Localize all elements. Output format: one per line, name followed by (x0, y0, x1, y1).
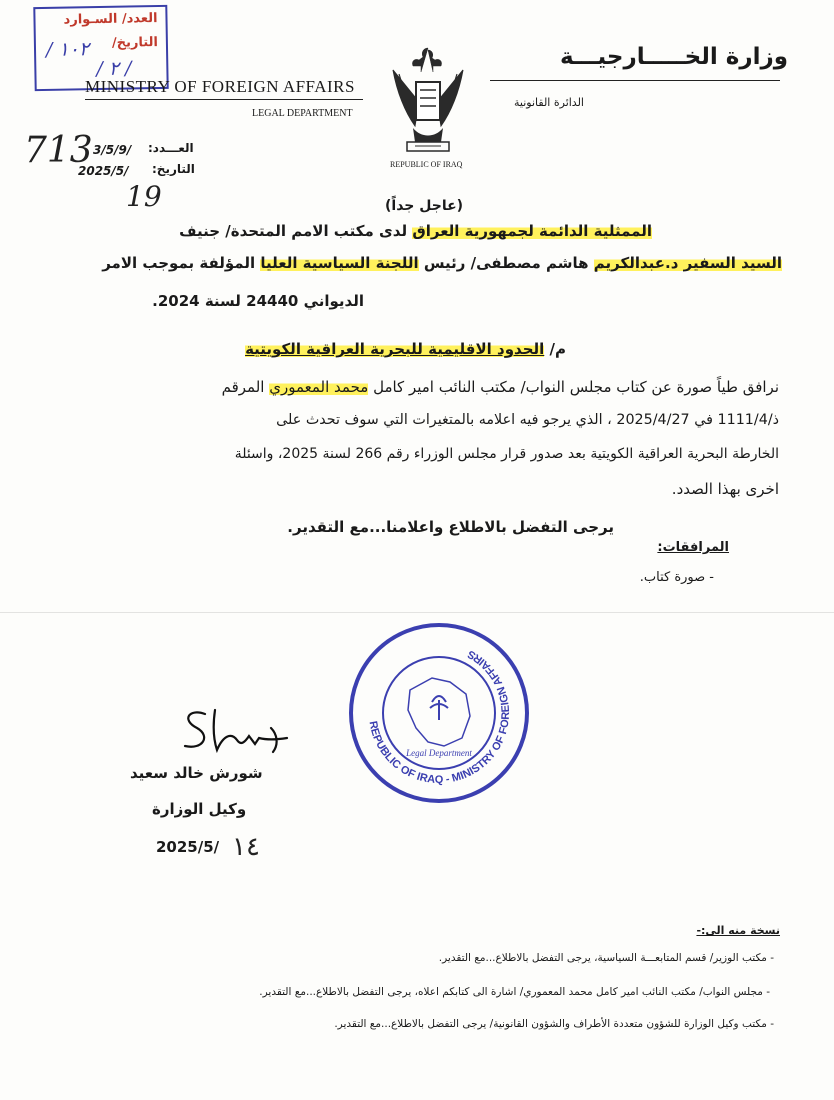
copy-item: - مكتب الوزير/ قسم المتابعـــة السياسية، يرجى التفضل بالاطلاع...مع التقدير. (438, 952, 774, 964)
palm-tree-icon (430, 696, 448, 720)
handwritten-reference-day: 19 (126, 180, 162, 213)
signatory-name: شورش خالد سعيد (130, 764, 263, 782)
body-line-3: الخارطة البحرية العراقية الكويتية بعد صدور قرار مجلس الوزراء رقم 266 لسنة 2025، واسئلة (234, 446, 779, 462)
attention-line (102, 254, 782, 272)
iraq-emblem-icon (385, 42, 471, 158)
body-line-1-highlight: محمد المعموري (269, 378, 369, 396)
header-rule-ar (490, 80, 780, 81)
subject-prefix: م/ (549, 340, 566, 358)
department-name-ar: الدائرة القانونية (514, 96, 584, 109)
subject-text: الحدود الاقليمية للبحرية العراقية الكويتية (245, 340, 545, 358)
addressee-rest: لدى مكتب الامم المتحدة/ جنيف (179, 222, 413, 240)
stamp-date-label: التاريخ/ (111, 35, 159, 51)
signatory-title: وكيل الوزارة (152, 800, 247, 818)
ministry-name-ar: وزارة الخـــــارجيـــة (559, 44, 788, 70)
body-line-2: ذ/1111/4 في 2025/4/27 ، الذي يرجو فيه اعلامه بالمتغيرات التي سوف تحدث على (276, 412, 779, 428)
body-line-4: اخرى بهذا الصدد. (671, 480, 779, 498)
attention-name-highlight: السيد السفير د.عبدالكريم (593, 254, 782, 272)
urgent-label: (عاجل جداً) (385, 198, 464, 214)
stamp-hand-date: / ۲ / (96, 57, 132, 81)
signature-hand-day: ١٤ (232, 832, 260, 862)
attachment-item: - صورة كتاب. (639, 570, 714, 585)
handwritten-signature (175, 700, 295, 760)
reference-number-label: العـــدد: (148, 141, 194, 155)
attention-committee-highlight: اللجنة السياسية العليا (260, 254, 419, 272)
reference-date-value: 2025/5/ (78, 164, 129, 178)
subject-line (245, 340, 566, 358)
attention-rest: هاشم مصطفى/ رئيس (418, 254, 594, 272)
paper-fold (0, 612, 834, 613)
copy-item: - مكتب وكيل الوزارة للشؤون متعددة الأطراف والشؤون القانونية/ يرجى التفضل بالاطلاع...مع التقدير. (334, 1018, 774, 1030)
seal-ring-text: REPUBLIC OF IRAQ - MINISTRY OF FOREIGN AFFAIRS (366, 647, 513, 787)
department-name-en: LEGAL DEPARTMENT (252, 108, 353, 119)
reference-date-label: التاريخ: (152, 162, 195, 176)
seal-inner-text: Legal Department (406, 748, 472, 758)
stamp-number-label: العدد/ السـوارد (63, 11, 158, 28)
addressee-line (179, 222, 652, 240)
addressee-highlight: الممثلية الدائمة لجمهورية العراق (412, 222, 652, 240)
emblem-caption: REPUBLIC OF IRAQ (390, 160, 463, 169)
body-line-1 (222, 378, 779, 396)
signature-date: 2025/5/ (156, 838, 220, 856)
stamp-hand-number: / ۱۰۲ (45, 38, 90, 61)
attachments-title: المرافقات: (657, 540, 729, 555)
closing-line: يرجى التفضل بالاطلاع واعلامنا...مع التقدير. (287, 518, 614, 536)
body-line-1-b: المرقم (221, 378, 270, 396)
copies-title: نسخة منه الى:- (696, 924, 780, 937)
header-rule-en (85, 99, 363, 100)
handwritten-reference-number: 713 (24, 130, 93, 171)
ministry-name-en: MINISTRY OF FOREIGN AFFAIRS (85, 77, 355, 96)
body-line-1-a: نرافق طياً صورة عن كتاب مجلس النواب/ مكتب النائب امير كامل (368, 378, 779, 396)
copy-item: - مجلس النواب/ مكتب النائب امير كامل محمد المعموري/ اشارة الى كتابكم اعلاه، يرجى التفضل بالاطلاع...مع التقدير. (259, 986, 770, 998)
official-seal (346, 620, 532, 806)
attention-line-2: الديواني 24440 لسنة 2024. (152, 292, 364, 310)
reference-number-value: 3/5/9/ (93, 143, 132, 157)
attention-rest-2: المؤلفة بموجب الامر (102, 254, 261, 272)
